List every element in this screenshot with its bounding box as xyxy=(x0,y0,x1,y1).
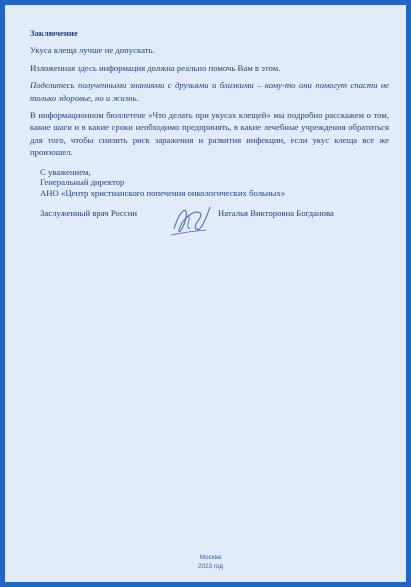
honorary-title: Заслуженный врач России xyxy=(40,208,138,219)
signature-row xyxy=(30,205,389,251)
footer xyxy=(5,554,411,571)
signature-block xyxy=(40,167,389,199)
document-content xyxy=(30,27,389,251)
organization-line: АНО «Центр христианского попечения онкологических больных» xyxy=(40,188,286,199)
paragraph-2: Изложенная здесь информация должна реально помочь Вам в этом. xyxy=(30,62,281,73)
paragraph-4: В информационном бюллетене «Что делать при укусах клещей» мы подробно расскажем о том, какие шаги и в какие сроки необходимо предпринять, в какие лечебные учреждения обратиться для того, чтобы снизить риск заражения и развития инфекции, если укус клеща все же произошел. xyxy=(30,110,389,158)
regards-line: С уважением, xyxy=(40,166,91,177)
position-line: Генеральный директор xyxy=(40,177,125,188)
paragraph-3-italic: Поделитесь полученными знаниями с друзьями и близкими – кому-то они помогут спасти не только здоровье, но и жизнь. xyxy=(30,80,389,103)
handwritten-signature-icon xyxy=(166,199,216,241)
paragraph-1: Укуса клеща лучше не допускать. xyxy=(30,45,155,56)
section-heading: Заключение xyxy=(30,28,78,38)
signer-name: Наталья Викторовна Богданова xyxy=(218,208,334,219)
footer-year: 2023 год xyxy=(198,562,223,570)
footer-city: Москва xyxy=(199,554,222,561)
